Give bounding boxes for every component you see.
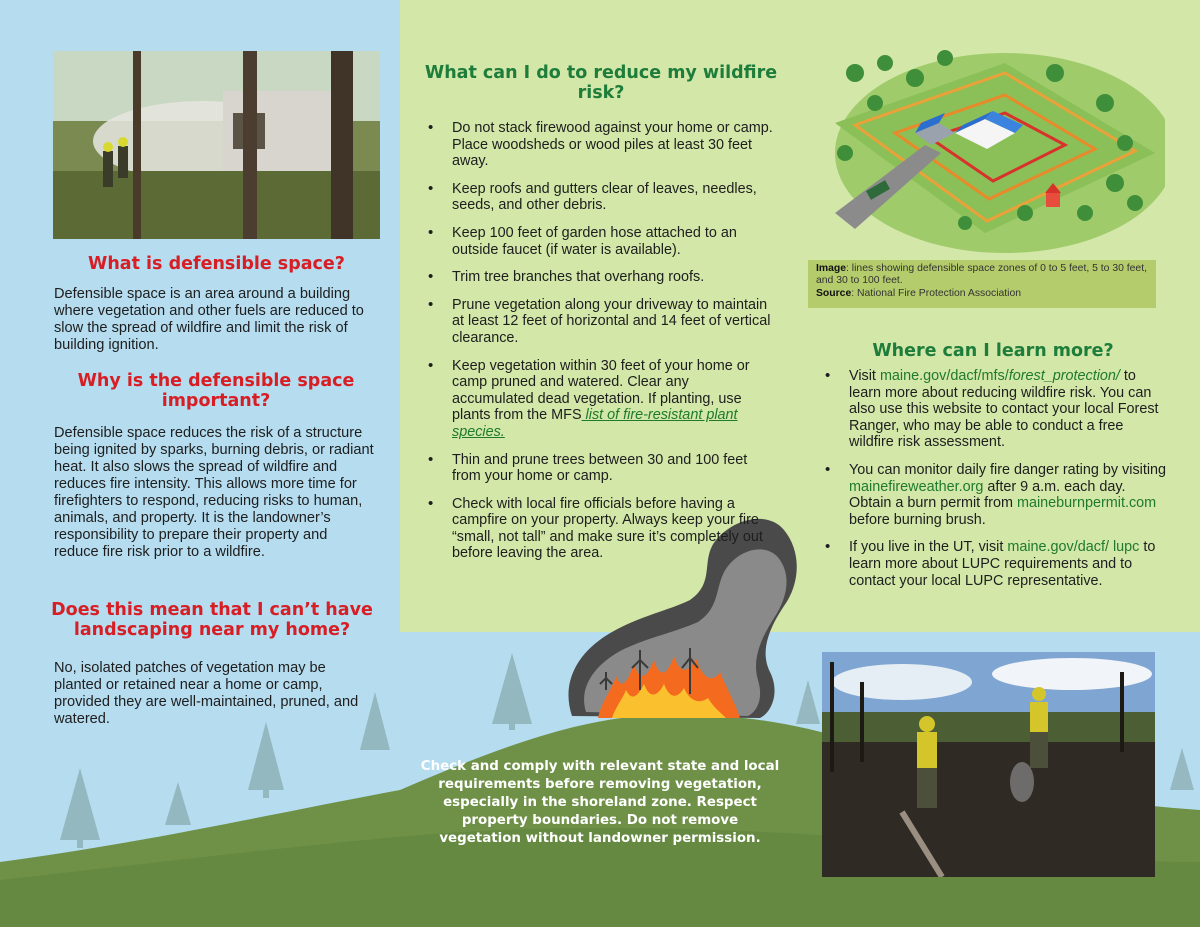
list-item: • Prune vegetation along your driveway to maintain at least 12 feet of horizontal and 14 feet of vertical clearance. [425, 297, 773, 347]
caption-source-text: : National Fire Protection Association [851, 287, 1022, 299]
reduce-risk-list [425, 120, 773, 573]
list-item: • Check with local fire officials before having a campfire on your property. Always keep your fire “small, not tall” and make sure it’s completely out before leaving the area. [425, 496, 773, 562]
link-text: maine.gov/dacf/mfs/ [879, 368, 1009, 384]
list-item-text: If you live in the UT, visit [849, 539, 1008, 556]
maineburnpermit-link[interactable]: maineburnpermit.com [1016, 495, 1157, 512]
list-item: • Do not stack firewood against your home or camp. Place woodsheds or wood piles at least 30 feet away. [425, 120, 773, 170]
list-item [822, 539, 1170, 589]
caption-image-text: : lines showing defensible space zones of 0 to 5 feet, 5 to 30 feet, and 30 to 100 feet. [816, 263, 1147, 287]
list-item: • Keep 100 feet of garden hose attached to an outside faucet (if water is available). [425, 225, 773, 258]
caption-image-label: Image [816, 263, 847, 274]
defensible-space-text: Defensible space is an area around a building where vegetation and other fuels are reduced to slow the spread of wildfire and limit the risk of building ignition. [54, 286, 364, 353]
lupc-link[interactable]: maine.gov/dacf/ lupc [1007, 539, 1140, 556]
list-item: • Keep roofs and gutters clear of leaves, needles, seeds, and other debris. [425, 181, 773, 214]
reduce-risk-heading: What can I do to reduce my wildfire risk? [424, 63, 778, 104]
image-caption [808, 260, 1156, 308]
list-item-text: to learn more about LUPC requirements and to contact your local LUPC representative. [849, 539, 1156, 589]
learn-more-list [822, 368, 1170, 600]
list-item [822, 368, 1170, 451]
list-item [425, 358, 773, 441]
list-item-text: Keep vegetation within 30 feet of your home or camp pruned and watered. Clear any accumulated dead vegetation. If planting, use plants from the MFS [452, 357, 750, 424]
fire-resistant-plants-link[interactable]: list of fire-resistant plant species. [452, 407, 738, 440]
defensible-zones-illustration [815, 33, 1165, 255]
learn-more-heading: Where can I learn more? [872, 341, 1114, 361]
why-important-heading: Why is the defensible space important? [77, 371, 355, 412]
firefighters-burn-site-photo [822, 652, 1155, 877]
list-item-text: after 9 a.m. each day. Obtain a burn permit from [849, 478, 1126, 512]
list-item [822, 462, 1170, 528]
landscaping-text: No, isolated patches of vegetation may be planted or retained near a home or camp, provided they are well-maintained, pruned, and watered. [54, 660, 359, 727]
why-important-text: Defensible space reduces the risk of a structure being ignited by sparks, burning debris, or radiant heat. It also slows the spread of wildfire and reduces fire intensity. This allows more time for firefighters to respond, reducing risks to human, animals, and property. It is the landowner’s responsibility to prepare their property and reduce fire risk prior to a wildfire. [54, 425, 374, 560]
list-item-text: before burning brush. [849, 511, 986, 528]
defensible-space-heading: What is defensible space? [88, 254, 345, 274]
firefighters-photo [53, 51, 380, 239]
forest-protection-link[interactable] [880, 368, 1120, 384]
list-item-text: Visit [849, 368, 880, 384]
landscaping-heading: Does this mean that I can’t have landscaping near my home? [51, 600, 373, 641]
list-item-text: You can monitor daily fire danger rating by visiting [849, 461, 1167, 478]
list-item-text: to learn more about reducing wildfire risk. You can also use this website to contact your local Forest Ranger, who may be able to conduct a free wildfire risk assessment. [849, 368, 1159, 451]
list-item: • Thin and prune trees between 30 and 100 feet from your home or camp. [425, 452, 773, 485]
list-item: • Trim tree branches that overhang roofs. [425, 269, 773, 286]
comply-callout: Check and comply with relevant state and local requirements before removing vegetation, especially in the shoreland zone. Respect property boundaries. Do not remove vegetation without landowner permission. [420, 759, 780, 846]
caption-source-label: Source [816, 287, 852, 299]
link-text-italic: forest_protection/ [1008, 368, 1120, 384]
mainefireweather-link[interactable]: mainefireweather.org [849, 478, 984, 495]
